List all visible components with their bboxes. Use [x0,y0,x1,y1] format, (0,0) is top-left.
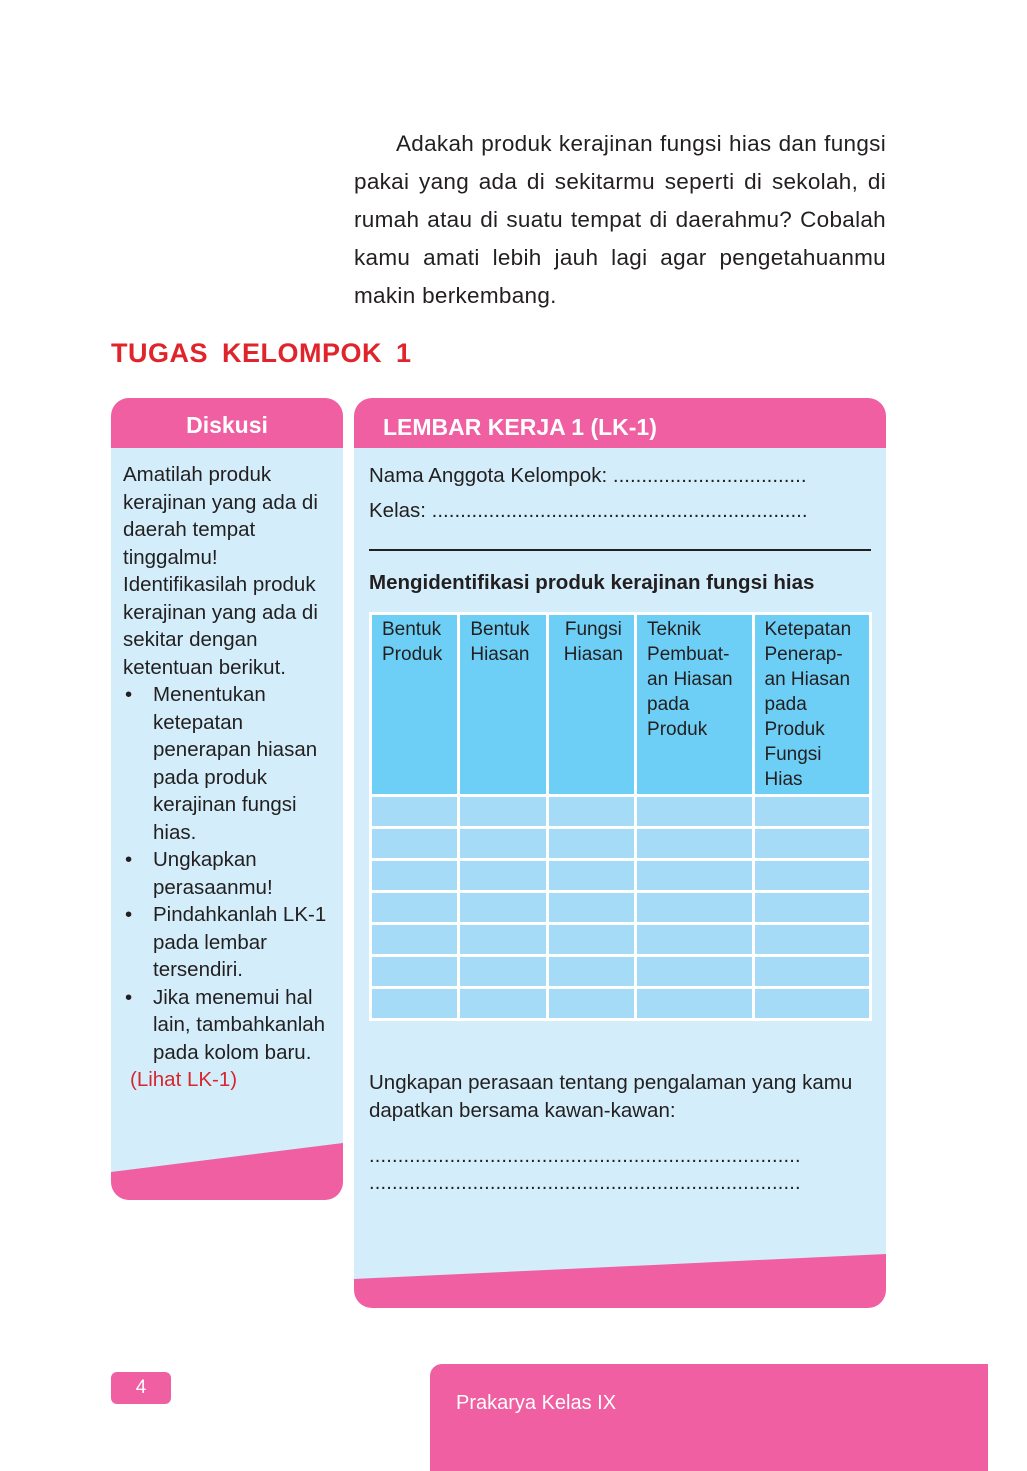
table-cell[interactable] [547,988,635,1020]
table-cell[interactable] [371,796,459,828]
table-cell[interactable] [753,988,871,1020]
table-cell[interactable] [753,956,871,988]
diskusi-item-text: Jika menemui hal lain, tambahkanlah pada kolom baru. [153,985,326,1064]
book-title: Prakarya Kelas IX [456,1392,617,1414]
bullet-icon: • [125,683,133,706]
table-cell[interactable] [459,796,547,828]
kelas-field: Kelas: .................................................................. [369,499,808,522]
header-bentuk-produk: Bentuk Produk [371,614,459,796]
intro-text: Adakah produk kerajinan fungsi hias dan fungsi pakai yang ada di sekitarmu seperti di sekolah, di rumah atau di suatu tempat di daerahmu? Cobalah kamu amati lebih jauh lagi agar pengetahuanmu makin berkembang. [354,131,886,308]
bullet-icon: • [125,985,133,1009]
diskusi-item-text: Pindahkanlah LK-1 pada lembar tersendiri. [153,903,327,981]
table-cell[interactable] [547,860,635,892]
table-cell[interactable] [459,892,547,924]
diskusi-item-text: Ungkapkan perasaanmu! [153,848,273,899]
table-cell[interactable] [547,796,635,828]
table-row [371,892,871,924]
nama-anggota-field: Nama Anggota Kelompok: .................................. [369,464,807,487]
diskusi-item-text: Menentukan ketepatan penerapan hiasan pada produk kerajinan fungsi hias. [153,683,318,844]
table-cell[interactable] [459,924,547,956]
identification-table [369,612,872,1021]
answer-line-1[interactable]: ........................................................................... [369,1145,801,1167]
table-cell[interactable] [753,828,871,860]
footer-bar [430,1364,988,1471]
table-cell[interactable] [459,860,547,892]
diskusi-reference: (Lihat LK-1) [130,1068,238,1091]
header-fungsi-hiasan: Fungsi Hiasan [547,614,635,796]
header-teknik-pembuatan: Teknik Pembuat-an Hiasan pada Produk [636,614,753,796]
table-cell[interactable] [371,828,459,860]
diskusi-lead: Amatilah produk kerajinan yang ada di daerah tempat tinggalmu! Identifikasilah produk kerajinan yang ada di sekitar dengan ketentuan berikut. [123,463,318,679]
diskusi-list [123,681,338,1066]
table-row [371,924,871,956]
table-cell[interactable] [753,892,871,924]
bullet-icon: • [125,848,133,871]
diskusi-item [123,901,338,984]
table-cell[interactable] [459,828,547,860]
table-cell[interactable] [636,956,753,988]
table-cell[interactable] [459,956,547,988]
page-number: 4 [111,1372,171,1404]
bullet-icon: • [125,903,133,926]
table-cell[interactable] [371,924,459,956]
table-cell[interactable] [636,860,753,892]
diskusi-title: Diskusi [111,398,343,448]
table-cell[interactable] [547,924,635,956]
answer-line-2[interactable]: ........................................................................... [369,1172,801,1194]
table-cell[interactable] [636,924,753,956]
header-ketepatan-penerapan: Ketepatan Penerap-an Hiasan pada Produk Fungsi Hias [753,614,871,796]
table-cell[interactable] [636,796,753,828]
table-cell[interactable] [547,956,635,988]
section-title: TUGAS KELOMPOK 1 [111,338,412,368]
table-cell[interactable] [371,860,459,892]
table-cell[interactable] [547,828,635,860]
table-row [371,828,871,860]
lembar-kerja-box [354,398,886,1308]
table-subheading: Mengidentifikasi produk kerajinan fungsi hias [369,571,815,594]
table-cell[interactable] [636,828,753,860]
diskusi-item [123,681,338,846]
table-cell[interactable] [636,892,753,924]
table-cell[interactable] [371,956,459,988]
feelings-prompt: Ungkapan perasaan tentang pengalaman yang kamu dapatkan bersama kawan-kawan: [369,1071,853,1122]
table-cell[interactable] [371,988,459,1020]
intro-paragraph [354,125,886,315]
diskusi-item [123,846,338,901]
divider-line [369,549,871,551]
header-bentuk-hiasan: Bentuk Hiasan [459,614,547,796]
table-cell[interactable] [636,988,753,1020]
table-cell[interactable] [371,892,459,924]
table-cell[interactable] [547,892,635,924]
table-row [371,988,871,1020]
table-cell[interactable] [753,924,871,956]
diskusi-content [123,461,338,1094]
table-cell[interactable] [753,860,871,892]
table-header-row [371,614,871,796]
diskusi-item [123,984,338,1067]
diskusi-box [111,398,343,1200]
table-row [371,956,871,988]
table-cell[interactable] [459,988,547,1020]
table-row [371,796,871,828]
table-row [371,860,871,892]
lembar-kerja-title: LEMBAR KERJA 1 (LK-1) [354,398,886,448]
table-cell[interactable] [753,796,871,828]
